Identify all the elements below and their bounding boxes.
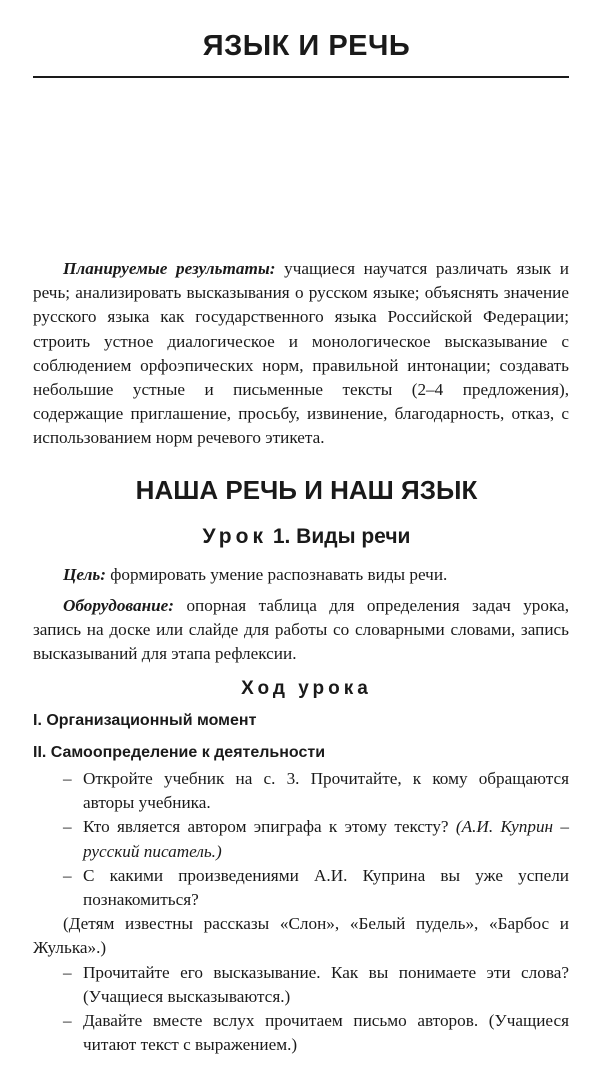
lesson-name: Виды речи [296,525,411,548]
dialog-line [33,864,569,912]
dialog-line [33,961,569,1009]
dash-mark: – [63,1011,72,1031]
lesson-equipment [33,594,569,667]
lesson-number: 1. [266,525,297,548]
lesson-dialog [33,767,569,1057]
goal-text: формировать умение распознавать виды речи. [105,565,448,584]
stage-organizational: I. Организационный момент [33,712,257,729]
dialog-line [33,1009,569,1057]
equipment-text: опорная таблица для определения задач урока, запись на доске или слайде для работы со словарными словами, запись высказываний для этапа рефлексии. [33,596,569,664]
dash-mark: – [63,962,72,982]
dialog-line [33,815,569,863]
equipment-label: Оборудование: [63,596,175,615]
dash-mark: – [63,769,72,788]
planned-results-text: учащиеся научатся различать язык и речь; анализировать высказывания о русском языке; объяснять значение русского языка как государственного языка Российской Федерации; строить устное диалогическое и монологическое высказывание с соблюдением орфоэпических норм, правильной интонации; создавать небольшие устные и письменные тексты (2–4 предложения), содержащие приглашение, просьбу, извинение, благодарность, отказ, с использованием норм речевого этикета. [33,259,569,448]
planned-results-label: Планируемые результаты: [63,259,276,278]
dialog-line [33,767,569,815]
dialog-note: (Детям известны рассказы «Слон», «Белый пудель», «Барбос и Жулька».) [33,914,569,958]
dialog-line-text: Прочитайте его высказывание. Как вы понимаете эти слова? (Учащиеся высказываются.) [83,962,569,1006]
dialog-line-text: Давайте вместе вслух прочитаем письмо авторов. (Учащиеся читают текст с выражением.) [83,1011,569,1055]
lesson-prefix: Урок [202,525,267,548]
dash-mark: – [63,817,72,837]
planned-results-paragraph [33,257,569,451]
stage-self-determination: II. Самоопределение к деятельности [33,744,326,761]
lesson-goal [33,563,569,587]
goal-label: Цель: [63,565,106,584]
chapter-title: ЯЗЫК И РЕЧЬ [202,30,411,62]
dialog-line-text: С какими произведениями А.И. Куприна вы уже успели познакомиться? [83,865,569,910]
chapter-divider [33,76,569,78]
section-title: НАША РЕЧЬ И НАШ ЯЗЫК [135,475,478,505]
lesson-title [0,525,613,549]
dash-mark: – [63,865,72,885]
lesson-course-title: Ход урока [241,678,372,699]
dialog-line-answer: (А.И. Куприн – русский писатель.) [83,817,569,861]
dialog-line-text: Кто является автором эпиграфа к этому тексту? [83,817,456,837]
dialog-line-text: Откройте учебник на с. 3. Прочитайте, к кому обращаются авторы учебника. [83,769,569,813]
